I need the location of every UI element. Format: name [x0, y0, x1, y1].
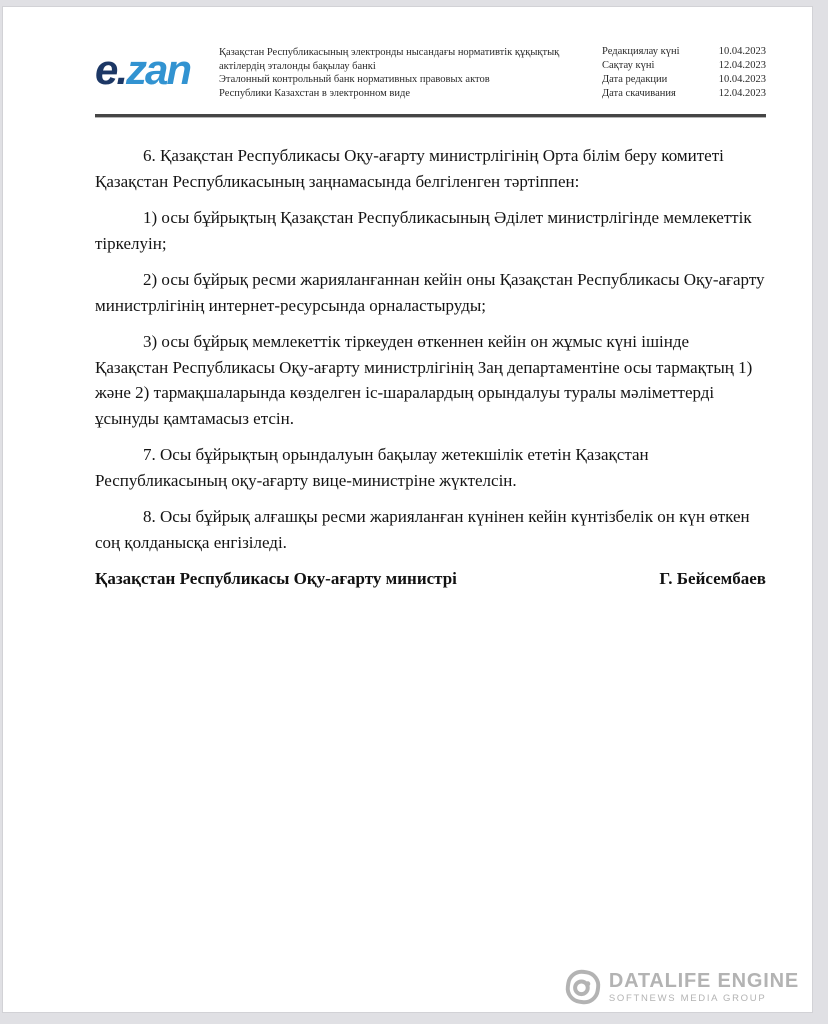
document-page — [2, 6, 813, 1013]
header-description — [219, 45, 577, 100]
signature-row — [95, 569, 766, 589]
date-label: Дата скачивания — [602, 88, 676, 99]
paragraph-8: 8. Осы бұйрық алғашқы ресми жарияланған күнінен кейін күнтізбелік он күн өткен соң қолданысқа енгізіледі. — [95, 507, 750, 552]
header-description-line-4: Республики Казахстан в электронном виде — [219, 87, 410, 99]
signature-title: Қазақстан Республикасы Оқу-ағарту министрі — [95, 569, 457, 588]
paragraph-subpoint-3: 3) осы бұйрық мемлекеттік тіркеуден өткеннен кейін он жұмыс күні ішінде Қазақстан Республикасы Оқу-ағарту министрлігінің Заң департаментіне осы тармақтың 1) және 2) тармақшаларында көзделген іс-шаралардың орындалуы туралы мәліметтерді ұсынуды қамтамасыз етсін. — [95, 332, 753, 428]
paragraph-7: 7. Осы бұйрықтың орындалуын бақылау жетекшілік ететін Қазақстан Республикасының оқу-ағарту вице-министріне жүктелсін. — [95, 445, 649, 490]
dates-table — [602, 45, 766, 101]
date-row — [602, 87, 766, 101]
watermark-title: DATALIFE ENGINE — [608, 969, 799, 992]
date-label: Сақтау күні — [602, 60, 655, 71]
datalife-watermark — [564, 968, 799, 1006]
document-header — [95, 45, 766, 101]
document-body — [95, 143, 766, 589]
date-value: 12.04.2023 — [718, 60, 766, 71]
paragraph-6: 6. Қазақстан Республикасы Оқу-ағарту министрлігінің Орта білім беру комитеті Қазақстан Республикасының заңнамасында белгіленген тәртіппен: — [95, 146, 724, 191]
date-row — [602, 59, 766, 73]
watermark-subtitle: SOFTNEWS MEDIA GROUP — [608, 992, 767, 1004]
header-rule — [95, 114, 766, 117]
paragraph-subpoint-2: 2) осы бұйрық ресми жарияланғаннан кейін оны Қазақстан Республикасы Оқу-ағарту министрлігінің интернет-ресурсында орналастыруды; — [95, 270, 765, 315]
ezan-logo-dark-part: e. — [95, 46, 127, 93]
datalife-eye-icon — [564, 968, 602, 1006]
date-value: 12.04.2023 — [718, 88, 766, 99]
date-value: 10.04.2023 — [718, 46, 766, 57]
header-description-line-1: Қазақстан Республикасының электронды нысандағы нормативтік құқықтық — [219, 47, 560, 58]
header-description-line-3: Эталонный контрольный банк нормативных правовых актов — [219, 74, 490, 85]
signature-name: Г. Бейсембаев — [659, 569, 766, 588]
ezan-logo-light-part: zan — [126, 46, 191, 93]
date-row — [602, 45, 766, 59]
ezan-logo — [95, 47, 219, 93]
watermark-text — [609, 971, 799, 1004]
date-value: 10.04.2023 — [718, 74, 766, 85]
date-label: Дата редакции — [602, 74, 668, 85]
date-label: Редакциялау күні — [602, 46, 680, 57]
date-row — [602, 73, 766, 87]
paragraph-subpoint-1: 1) осы бұйрықтың Қазақстан Республикасының Әділет министрлігінде мемлекеттік тіркелуін; — [95, 208, 752, 253]
header-description-line-2: актілердің эталонды бақылау банкі — [219, 60, 376, 72]
